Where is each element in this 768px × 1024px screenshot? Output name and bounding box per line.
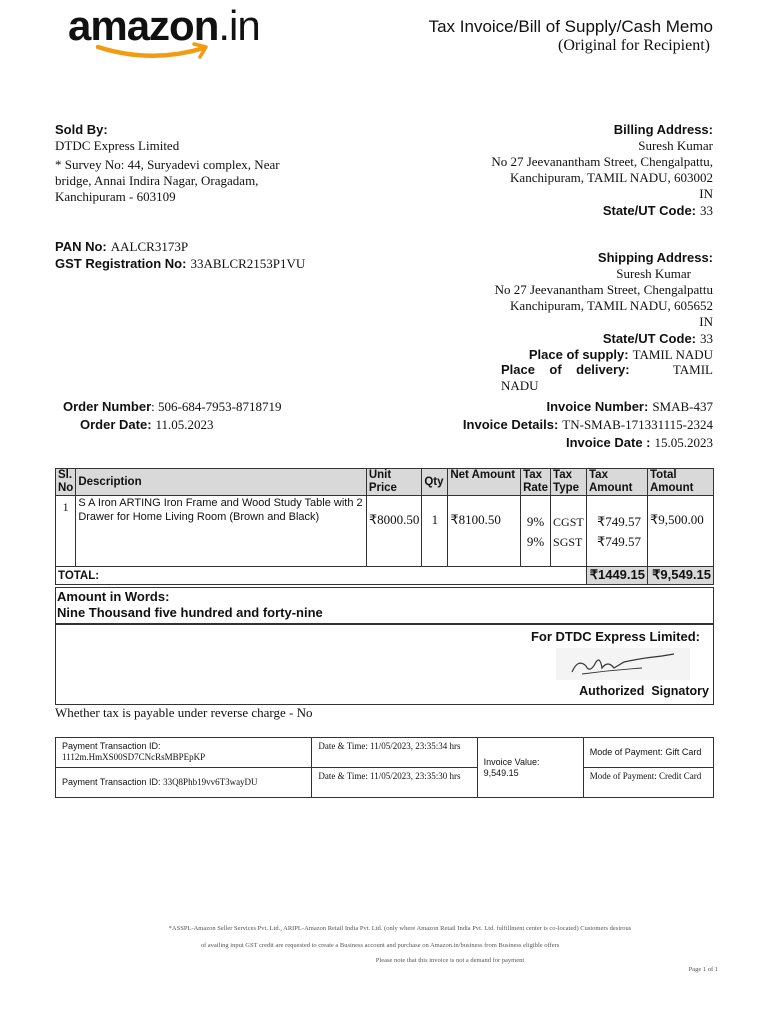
col-total-amount: Total Amount xyxy=(647,469,713,496)
order-number-row: Order Number: 506-684-7953-8718719 xyxy=(63,399,282,414)
invoice-subtitle: (Original for Recipient) xyxy=(558,37,710,54)
order-date-row: Order Date: 11.05.2023 xyxy=(80,417,214,432)
total-label: TOTAL: xyxy=(56,567,587,585)
amount-in-words-label: Amount in Words: xyxy=(57,589,170,604)
cell-qty: 1 xyxy=(422,496,448,567)
cell-net-amount: ₹8100.50 xyxy=(448,496,521,567)
footer-line-3: Please note that this invoice is not a demand for payment xyxy=(375,957,525,964)
cell-sl: 1 xyxy=(56,496,76,567)
signature-box xyxy=(55,623,714,705)
col-tax-type: Tax Type xyxy=(551,469,587,496)
total-row xyxy=(56,567,714,585)
sold-by-label: Sold By: xyxy=(55,122,108,137)
total-amount: ₹9,549.15 xyxy=(647,567,713,585)
shipping-state-code: State/UT Code: 33 xyxy=(602,331,713,346)
col-qty: Qty xyxy=(422,469,448,496)
place-of-supply: Place of supply: TAMIL NADU xyxy=(528,347,713,362)
amount-in-words-box xyxy=(55,587,714,625)
cell-description: S A Iron ARTING Iron Frame and Wood Study Table with 2 Drawer for Home Living Room (Brown and Black) xyxy=(76,496,366,567)
seller-name: DTDC Express Limited xyxy=(55,138,180,153)
signature-image xyxy=(542,646,692,682)
col-tax-amount: Tax Amount xyxy=(587,469,648,496)
invoice-title: Tax Invoice/Bill of Supply/Cash Memo xyxy=(428,17,713,36)
billing-address: Suresh Kumar No 27 Jeevanantham Street, Chengalpattu, Kanchipuram, TAMIL NADU, 603002 IN xyxy=(491,138,713,201)
for-company-label: For DTDC Express Limited: xyxy=(530,629,700,644)
payment-mode-2: Mode of Payment: Credit Card xyxy=(583,768,713,798)
shipping-address: Suresh Kumar No 27 Jeevanantham Street, Chengalpattu Kanchipuram, TAMIL NADU, 605652 IN xyxy=(494,266,713,329)
col-description: Description xyxy=(76,469,366,496)
cell-tax-amounts: ₹749.57 ₹749.57 xyxy=(587,496,648,567)
cell-tax-types: CGST SGST xyxy=(551,496,587,567)
invoice-date-row: Invoice Date : 15.05.2023 xyxy=(565,435,713,450)
footer-line-2: of availing input GST credit are requested to create a Business account and purchase on Amazon.in/business from Business eligible offers xyxy=(200,942,560,949)
smile-arrow-icon xyxy=(96,42,216,62)
payment-datetime-1: Date & Time: 11/05/2023, 23:35:34 hrs xyxy=(312,738,477,768)
payment-txn-1: Payment Transaction ID: 1112m.HmXS00SD7CNcRsMBPEpKP xyxy=(56,738,312,768)
payment-txn-2: Payment Transaction ID: 33Q8Phb19vv6T3wayDU xyxy=(56,768,312,798)
cell-total-amount: ₹9,500.00 xyxy=(647,496,713,567)
payment-datetime-2: Date & Time: 11/05/2023, 23:35:30 hrs xyxy=(312,768,477,798)
shipping-address-label: Shipping Address: xyxy=(597,250,713,265)
items-table xyxy=(55,468,714,585)
footer-line-1: *ASSPL-Amazon Seller Services Pvt. Ltd., ARIPL-Amazon Retail India Pvt. Ltd. (only where Amazon Retail India Pvt. Ltd. fulfillment center is co-located) Customers desirous xyxy=(168,925,632,932)
payment-mode-1: Mode of Payment: Gift Card xyxy=(583,738,713,768)
invoice-number-row: Invoice Number: SMAB-437 xyxy=(546,399,713,414)
invoice-details-row: Invoice Details: TN-SMAB-171331115-2324 xyxy=(462,417,713,432)
logo-wordmark: amazon xyxy=(68,2,219,49)
payment-table xyxy=(55,737,714,798)
col-unit-price: Unit Price xyxy=(366,469,422,496)
gst-row: GST Registration No: 33ABLCR2153P1VU xyxy=(55,256,306,271)
invoice-value: Invoice Value: 9,549.15 xyxy=(477,738,583,798)
payment-row-2 xyxy=(56,768,714,798)
place-of-delivery: Place of delivery: TAMIL NADU xyxy=(501,362,713,393)
col-tax-rate: Tax Rate xyxy=(521,469,551,496)
logo-suffix: .in xyxy=(218,2,260,49)
cell-unit-price: ₹8000.50 xyxy=(366,496,422,567)
billing-address-label: Billing Address: xyxy=(613,122,713,137)
billing-state-code: State/UT Code: 33 xyxy=(602,203,713,218)
amazon-logo xyxy=(68,2,283,64)
seller-address: * Survey No: 44, Suryadevi complex, Near bridge, Annai Indira Nagar, Oragadam, Kanchipuram - 603109 xyxy=(55,157,280,204)
total-tax: ₹1449.15 xyxy=(587,567,648,585)
col-sl-no: Sl. No xyxy=(56,469,76,496)
payment-row-1 xyxy=(56,738,714,768)
cell-tax-rates: 9% 9% xyxy=(521,496,551,567)
reverse-charge-note: Whether tax is payable under reverse charge - No xyxy=(55,705,313,720)
page-number: Page 1 of 1 xyxy=(688,966,718,973)
amount-in-words-value: Nine Thousand five hundred and forty-nine xyxy=(57,605,323,620)
authorized-signatory-label: Authorized Signatory xyxy=(579,684,709,698)
pan-row: PAN No: AALCR3173P xyxy=(55,239,189,254)
table-header-row xyxy=(56,469,714,496)
table-row xyxy=(56,496,714,567)
col-net-amount: Net Amount xyxy=(448,469,521,496)
